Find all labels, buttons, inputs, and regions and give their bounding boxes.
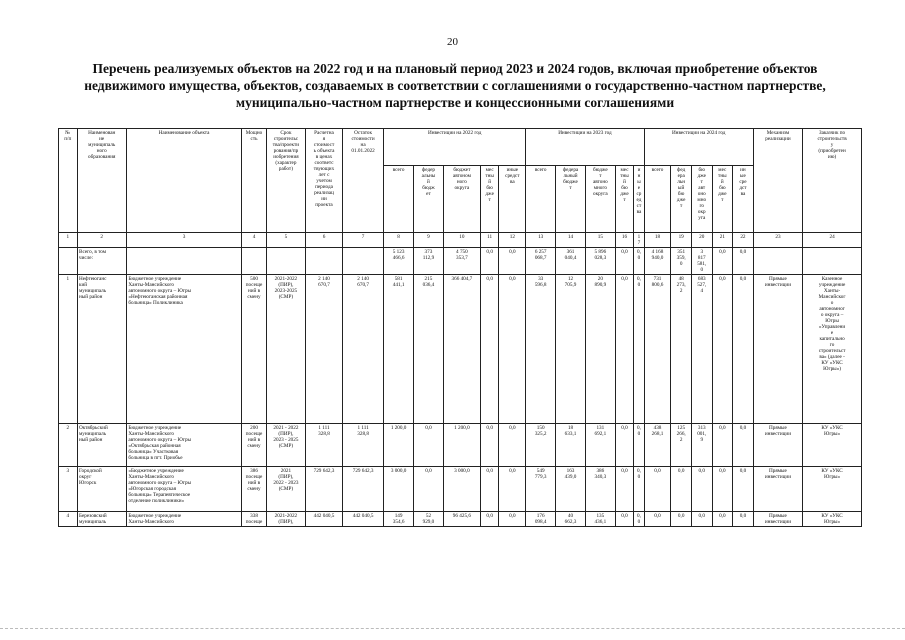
row-value: 176 098,4	[526, 512, 556, 527]
total-empty-cell	[305, 248, 342, 275]
total-empty-cell	[266, 248, 305, 275]
row-value: 48 273, 2	[671, 275, 692, 424]
row-capacity: 386 посеще ний в смену	[242, 467, 267, 512]
column-index-cell: 5	[266, 233, 305, 248]
row-value: 0,0	[499, 467, 526, 512]
row-value: 0,0	[733, 424, 754, 467]
header-2022-other: иные средст ва	[499, 166, 526, 233]
column-index-cell: 16	[615, 233, 634, 248]
row-value: 0,0	[615, 512, 634, 527]
header-2023-okrug: бюдже т автоно много округа	[585, 166, 615, 233]
header-object: Наименование объекта	[126, 129, 241, 233]
row-remaining-cost: 1 111 328,8	[343, 424, 384, 467]
row-value: 0,0	[733, 275, 754, 424]
document-title: Перечень реализуемых объектов на 2022 год и на плановый период 2023 и 2024 годов, включая приобретение объектов недвижимого имущества, объектов, создаваемых в соответствии с соглашениями о государственно-частном партнерстве, муниципально-частном партнерстве и концессионными соглашениями	[84, 61, 826, 110]
table-row	[59, 467, 862, 512]
total-value: 0,0	[615, 248, 634, 275]
row-value: 0,0	[480, 512, 499, 527]
row-estimated-cost: 729 642,3	[305, 467, 342, 512]
column-index-cell: 13	[526, 233, 556, 248]
row-value: 0, 0	[634, 512, 644, 527]
column-index-cell: 2	[77, 233, 126, 248]
row-value: 131 692,1	[585, 424, 615, 467]
row-value: 0,0	[499, 275, 526, 424]
header-2022-federal: федер альны й бюдж ет	[414, 166, 444, 233]
row-value: 20 890,9	[585, 275, 615, 424]
row-municipality: Нефтеюганс кий муниципаль ный район	[77, 275, 126, 424]
table-row	[59, 424, 862, 467]
row-estimated-cost: 442 040,5	[305, 512, 342, 527]
page-number: 20	[447, 36, 458, 48]
row-value: 731 800,6	[644, 275, 671, 424]
total-value: 0,0	[733, 248, 754, 275]
total-empty-cell	[753, 248, 802, 275]
row-value: 0, 0	[634, 424, 644, 467]
row-value: 0,0	[499, 512, 526, 527]
row-value: 149 354,6	[384, 512, 414, 527]
total-value: 0, 0	[634, 248, 644, 275]
row-value: 0,0	[712, 275, 733, 424]
total-empty-cell	[242, 248, 267, 275]
row-value: 0,0	[712, 467, 733, 512]
header-num: № п/п	[59, 129, 78, 233]
row-mechanism: Прямые инвестиции	[753, 512, 802, 527]
row-value: 0,0	[644, 467, 671, 512]
row-object: Бюджетное учреждение Ханты-Мансийского автономного округа – Югры «Нефтеюганская районная больница» Поликлиника	[126, 275, 241, 424]
row-value: 0,0	[414, 424, 444, 467]
row-value: 0,0	[615, 424, 634, 467]
row-value: 313 001, 9	[691, 424, 712, 467]
row-value: 386 340,3	[585, 467, 615, 512]
row-value: 438 268,1	[644, 424, 671, 467]
row-value: 0,0	[615, 467, 634, 512]
row-customer: КУ «УКС Югры»	[803, 424, 862, 467]
total-value: 373 112,9	[414, 248, 444, 275]
row-municipality: Октябрьский муниципаль ный район	[77, 424, 126, 467]
column-index-cell: 18	[644, 233, 671, 248]
total-value: 6 257 068,7	[526, 248, 556, 275]
row-value: 0, 0	[634, 275, 644, 424]
header-2022-total: всего	[384, 166, 414, 233]
scan-edge-line	[0, 628, 905, 631]
column-index-cell: 24	[803, 233, 862, 248]
row-municipality: Городской округ Югорск	[77, 467, 126, 512]
table-row	[59, 275, 862, 424]
column-index-cell: 23	[753, 233, 802, 248]
header-2023-local: мес тны й бю дже т	[615, 166, 634, 233]
column-index-cell: 1 7	[634, 233, 644, 248]
row-value: 18 633,1	[556, 424, 586, 467]
row-value: 0,0	[644, 512, 671, 527]
row-estimated-cost: 1 111 328,8	[305, 424, 342, 467]
row-remaining-cost: 442 040,5	[343, 512, 384, 527]
row-value: 1 200,0	[384, 424, 414, 467]
column-index-cell: 6	[305, 233, 342, 248]
header-2022-okrug: бюджет автоном ного округа	[443, 166, 480, 233]
header-estimated-cost: Расчетна я стоимост ь объекта в ценах соответс твующих лет с учетом периода реализац ии проекта	[305, 129, 342, 233]
row-num: 3	[59, 467, 78, 512]
row-remaining-cost: 729 642,3	[343, 467, 384, 512]
column-index-cell: 3	[126, 233, 241, 248]
total-label: Всего, в том числе:	[77, 248, 126, 275]
column-index-cell: 20	[691, 233, 712, 248]
row-value: 163 439,0	[556, 467, 586, 512]
row-term: 2021 - 2022 (ПИР), 2023 - 2025 (СМР)	[266, 424, 305, 467]
row-value: 0,0	[691, 467, 712, 512]
row-mechanism: Прямые инвестиции	[753, 467, 802, 512]
row-value: 52 929,0	[414, 512, 444, 527]
total-value: 0,0	[499, 248, 526, 275]
row-capacity: 338 посеще	[242, 512, 267, 527]
column-index-cell: 9	[414, 233, 444, 248]
column-index-cell: 12	[499, 233, 526, 248]
total-value: 5 123 466,6	[384, 248, 414, 275]
column-index-cell: 21	[712, 233, 733, 248]
row-value: 0,0	[671, 512, 692, 527]
column-index-cell: 1	[59, 233, 78, 248]
row-municipality: Березовский муниципаль	[77, 512, 126, 527]
header-2024-federal: фед ера льн ый бю дже т	[671, 166, 692, 233]
total-value: 5 896 028,3	[585, 248, 615, 275]
row-value: 215 036,4	[414, 275, 444, 424]
total-empty-cell	[343, 248, 384, 275]
row-num: 1	[59, 275, 78, 424]
row-value: 581 441,1	[384, 275, 414, 424]
row-value: 150 325,2	[526, 424, 556, 467]
row-remaining-cost: 2 140 670,7	[343, 275, 384, 424]
total-num	[59, 248, 78, 275]
row-term: 2021-2022 (ПИР), 2023-2025 (СМР)	[266, 275, 305, 424]
total-value: 0,0	[712, 248, 733, 275]
header-2024-other: ин ые сре дст ва	[733, 166, 754, 233]
header-investments-2023: Инвестиции на 2023 год	[526, 129, 644, 166]
header-remaining-cost: Остаток стоимости на 01.01.2022	[343, 129, 384, 233]
row-value: 33 596,8	[526, 275, 556, 424]
header-2023-federal: федера льный бюдже т	[556, 166, 586, 233]
total-value: 0,0	[480, 248, 499, 275]
column-index-cell: 7	[343, 233, 384, 248]
column-index-cell: 11	[480, 233, 499, 248]
row-value: 125 266, 2	[671, 424, 692, 467]
row-value: 366 404,7	[443, 275, 480, 424]
total-value: 3 817 581, 0	[691, 248, 712, 275]
total-value: 361 040,4	[556, 248, 586, 275]
row-value: 0,0	[691, 512, 712, 527]
row-customer: КУ «УКС Югры»	[803, 467, 862, 512]
row-value: 0,0	[733, 512, 754, 527]
row-term: 2021-2022 (ПИР),	[266, 512, 305, 527]
row-value: 0,0	[712, 424, 733, 467]
row-customer: КУ «УКС Югры»	[803, 512, 862, 527]
header-municipality: Наименован ие муниципаль ного образования	[77, 129, 126, 233]
total-value: 351 359, 0	[671, 248, 692, 275]
row-estimated-cost: 2 140 670,7	[305, 275, 342, 424]
column-index-cell: 4	[242, 233, 267, 248]
row-value: 3 000,0	[384, 467, 414, 512]
column-index-cell: 14	[556, 233, 586, 248]
row-value: 683 527, 4	[691, 275, 712, 424]
row-value: 0,0	[733, 467, 754, 512]
header-term: Срок строительс тва/проекти рования/пр иобретения (характер работ)	[266, 129, 305, 233]
total-value: 4 750 353,7	[443, 248, 480, 275]
header-mechanism: Механизм реализации	[753, 129, 802, 233]
header-capacity: Мощно сть	[242, 129, 267, 233]
column-index-cell: 10	[443, 233, 480, 248]
row-object: Бюджетное учреждение Ханты-Мансийского автономного округа – Югры «Октябрьская районная больница» Участковая больница в пгт. Приобье	[126, 424, 241, 467]
row-value: 40 662,3	[556, 512, 586, 527]
header-2023-total: всего	[526, 166, 556, 233]
row-object: «Бюджетное учреждение Ханты-Мансийского автономного округа – Югры «Югорская городская больница» Терапевтическое отделение поликлиники»	[126, 467, 241, 512]
row-value: 0,0	[499, 424, 526, 467]
header-2024-local: мес тны й бю дже т	[712, 166, 733, 233]
header-row-main	[59, 129, 862, 166]
row-value: 0,0	[480, 424, 499, 467]
row-object: Бюджетное учреждение Ханты-Мансийского	[126, 512, 241, 527]
row-value: 3 000,0	[443, 467, 480, 512]
header-2022-local: мес тны й бю дже т	[480, 166, 499, 233]
header-2024-okrug: бю дже т авт оно мно го окр уга	[691, 166, 712, 233]
row-mechanism: Прямые инвестиции	[753, 424, 802, 467]
row-num: 4	[59, 512, 78, 527]
row-capacity: 200 посеще ний в смену	[242, 424, 267, 467]
row-value: 549 779,3	[526, 467, 556, 512]
header-2024-total: всего	[644, 166, 671, 233]
column-index-row	[59, 233, 862, 248]
objects-table	[58, 128, 862, 527]
header-2023-other: и н ы е ср ед ст ва	[634, 166, 644, 233]
row-capacity: 500 посеще ний в смену	[242, 275, 267, 424]
row-term: 2021 (ПИР), 2022 - 2023 (СМР)	[266, 467, 305, 512]
row-value: 0,0	[480, 467, 499, 512]
row-value: 0, 0	[634, 467, 644, 512]
total-value: 4 168 940,0	[644, 248, 671, 275]
row-value: 0,0	[414, 467, 444, 512]
header-investments-2022: Инвестиции на 2022 год	[384, 129, 526, 166]
row-value: 96 425,6	[443, 512, 480, 527]
row-value: 1 200,0	[443, 424, 480, 467]
table-row	[59, 512, 862, 527]
row-value: 0,0	[480, 275, 499, 424]
row-value: 12 705,9	[556, 275, 586, 424]
row-value: 0,0	[615, 275, 634, 424]
row-mechanism: Прямые инвестиции	[753, 275, 802, 424]
header-investments-2024: Инвестиции на 2024 год	[644, 129, 753, 166]
column-index-cell: 8	[384, 233, 414, 248]
row-value: 0,0	[712, 512, 733, 527]
column-index-cell: 22	[733, 233, 754, 248]
column-index-cell: 15	[585, 233, 615, 248]
row-customer: Казенное учреждение Ханты- Мансийског о автономног о округа – Югры «Управлени е капитально го строительст ва» (далее - КУ «УКС Югры»)	[803, 275, 862, 424]
row-value: 0,0	[671, 467, 692, 512]
total-empty-cell	[803, 248, 862, 275]
row-num: 2	[59, 424, 78, 467]
total-empty-cell	[126, 248, 241, 275]
header-customer: Заказчик по строительств у (приобретен ию)	[803, 129, 862, 233]
row-value: 135 436,1	[585, 512, 615, 527]
total-row	[59, 248, 862, 275]
column-index-cell: 19	[671, 233, 692, 248]
